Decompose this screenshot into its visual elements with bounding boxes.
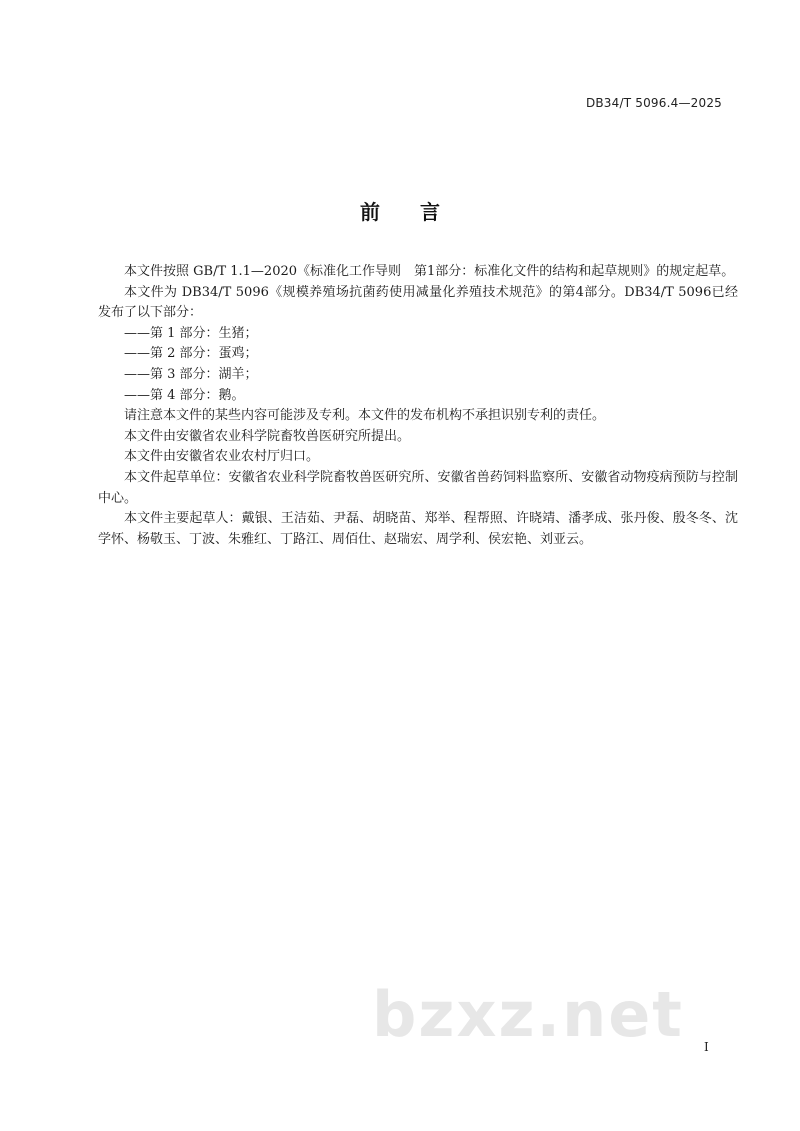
title-char-2: 言 xyxy=(420,200,440,224)
section-title-foreword xyxy=(0,196,800,225)
list-item-part-3: ——第 3 部分：湖羊； xyxy=(124,366,258,382)
foreword-body xyxy=(98,262,738,550)
paragraph-drafters: 本文件主要起草人：戴银、王洁茹、尹磊、胡晓苗、郑举、程帮照、许晓靖、潘孝成、张丹俊、殷冬冬、沈学怀、杨敬玉、丁波、朱雅红、丁路江、周佰仕、赵瑞宏、周学利、侯宏艳、刘亚云。 xyxy=(98,511,738,547)
list-item-part-2: ——第 2 部分：蛋鸡； xyxy=(124,346,258,362)
paragraph-drafting-rules: 本文件按照 GB/T 1.1—2020《标准化工作导则 第1部分：标准化文件的结构和起草规则》的规定起草。 xyxy=(124,264,735,279)
document-code: DB34/T 5096.4—2025 xyxy=(585,96,722,110)
watermark-logo: bzxz.net xyxy=(372,978,684,1051)
list-item-part-1: ——第 1 部分：生猪； xyxy=(124,325,258,341)
page-number: I xyxy=(704,1040,709,1054)
paragraph-patent-notice: 请注意本文件的某些内容可能涉及专利。本文件的发布机构不承担识别专利的责任。 xyxy=(124,408,606,424)
title-char-1: 前 xyxy=(360,200,380,224)
paragraph-administrator: 本文件由安徽省农业农村厅归口。 xyxy=(124,449,320,465)
paragraph-proposer: 本文件由安徽省农业科学院畜牧兽医研究所提出。 xyxy=(124,428,411,444)
paragraph-drafting-units: 本文件起草单位：安徽省农业科学院畜牧兽医研究所、安徽省兽药饲料监察所、安徽省动物疫病预防与控制中心。 xyxy=(98,469,738,506)
list-item-part-4: ——第 4 部分：鹅。 xyxy=(124,387,245,403)
paragraph-series-info: 本文件为 DB34/T 5096《规模养殖场抗菌药使用减量化养殖技术规范》的第4部分。DB34/T 5096已经发布了以下部分： xyxy=(98,284,738,321)
